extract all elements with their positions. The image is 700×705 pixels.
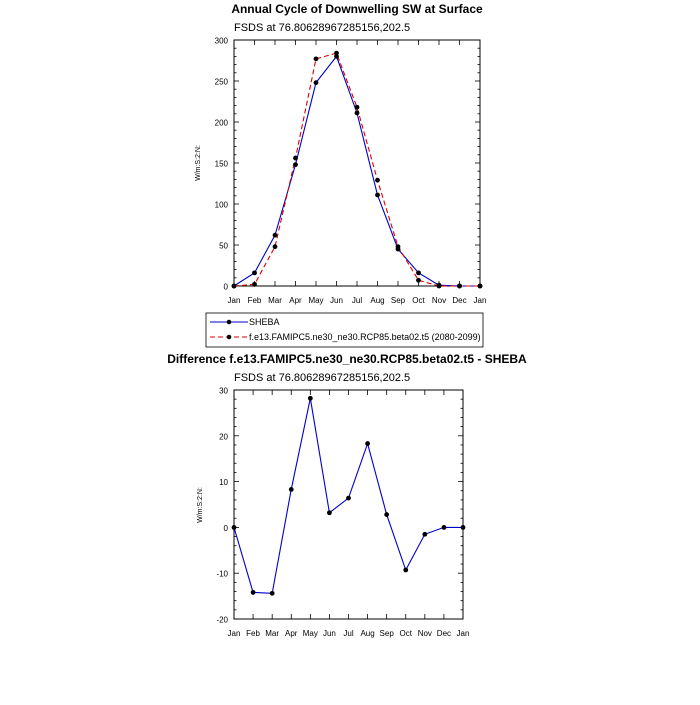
data-point <box>308 396 313 401</box>
data-point <box>273 233 278 238</box>
legend-marker-model <box>227 335 232 340</box>
y-tick-label: 0 <box>223 282 228 292</box>
data-point <box>327 510 332 515</box>
series-layer <box>232 51 483 289</box>
data-point <box>375 193 380 198</box>
data-point <box>232 284 237 289</box>
data-point <box>365 441 370 446</box>
data-point <box>334 51 339 56</box>
y-tick-label: 250 <box>214 77 228 87</box>
y-axis-label: W/m:S:2:N: <box>195 145 202 181</box>
data-point <box>403 568 408 573</box>
y-tick-label: 50 <box>219 241 228 251</box>
y-tick-label: 30 <box>219 386 228 396</box>
data-point <box>232 525 237 530</box>
data-point <box>355 111 360 116</box>
data-point <box>375 178 380 183</box>
data-point <box>416 278 421 283</box>
data-point <box>270 591 275 596</box>
y-tick-label: 150 <box>214 159 228 169</box>
series-line-0 <box>234 56 480 286</box>
x-tick-label: Jan <box>456 629 470 638</box>
series-layer <box>232 396 466 596</box>
data-point <box>442 525 447 530</box>
legend-label-sheba: SHEBA <box>249 317 280 327</box>
axes <box>215 37 487 306</box>
chart-annual-cycle <box>195 2 486 347</box>
x-tick-label: Apr <box>285 629 298 638</box>
plot-area <box>234 40 480 286</box>
y-tick-label: 200 <box>214 118 228 128</box>
data-point <box>251 590 256 595</box>
x-tick-label: Aug <box>360 629 375 638</box>
x-tick-label: Jan <box>227 629 241 638</box>
x-tick-label: Jul <box>343 629 354 638</box>
data-point <box>355 105 360 110</box>
chart-difference <box>167 352 527 638</box>
data-point <box>422 532 427 537</box>
data-point <box>384 512 389 517</box>
legend-label-model: f.e13.FAMIPC5.ne30_ne30.RCP85.beta02.t5 (2080-2099) <box>249 332 481 342</box>
data-point <box>293 162 298 167</box>
x-tick-label: Nov <box>417 629 432 638</box>
x-tick-label: May <box>308 296 324 305</box>
data-point <box>252 282 257 287</box>
x-tick-label: May <box>302 629 318 638</box>
x-tick-label: Feb <box>246 629 260 638</box>
x-tick-label: Sep <box>379 629 394 638</box>
data-point <box>293 156 298 161</box>
x-tick-label: Nov <box>431 296 447 305</box>
data-point <box>457 284 462 289</box>
axes <box>216 387 469 639</box>
x-tick-label: Oct <box>412 296 425 305</box>
x-tick-label: Jan <box>227 296 241 305</box>
chart-title: Difference f.e13.FAMIPC5.ne30_ne30.RCP85.beta02.t5 - SHEBA <box>167 352 527 366</box>
y-tick-label: 0 <box>223 523 228 533</box>
x-tick-label: Jun <box>330 296 343 305</box>
chart-subtitle: FSDS at 76.80628967285156,202.5 <box>234 22 411 34</box>
chart-title: Annual Cycle of Downwelling SW at Surface <box>231 2 483 16</box>
x-tick-label: Mar <box>265 629 280 638</box>
x-tick-label: Jun <box>322 629 336 638</box>
y-tick-label: 300 <box>214 36 228 46</box>
x-tick-label: Jul <box>351 296 363 305</box>
legend <box>206 313 483 347</box>
legend-marker-sheba <box>227 320 232 325</box>
data-point <box>478 284 483 289</box>
data-point <box>273 244 278 249</box>
x-tick-label: Feb <box>247 296 262 305</box>
y-tick-label: 20 <box>219 432 228 442</box>
data-point <box>314 80 319 85</box>
series-line-1 <box>234 53 480 286</box>
y-tick-label: 10 <box>219 478 228 488</box>
x-tick-label: Jan <box>473 296 487 305</box>
data-point <box>314 56 319 61</box>
x-tick-label: Dec <box>436 629 452 638</box>
x-tick-label: Mar <box>268 296 282 305</box>
data-point <box>346 496 351 501</box>
data-point <box>437 284 442 289</box>
y-tick-label: -20 <box>216 615 228 625</box>
x-tick-label: Sep <box>390 296 406 305</box>
data-point <box>289 487 294 492</box>
y-tick-label: -10 <box>216 569 228 579</box>
plot-area <box>234 390 463 619</box>
data-point <box>461 525 466 530</box>
x-tick-label: Aug <box>370 296 385 305</box>
x-tick-label: Oct <box>399 629 412 638</box>
data-point <box>252 270 257 275</box>
chart-subtitle: FSDS at 76.80628967285156,202.5 <box>234 372 411 384</box>
y-tick-label: 100 <box>214 200 228 210</box>
x-tick-label: Apr <box>289 296 302 305</box>
data-point <box>396 244 401 249</box>
y-axis-label: W/m:S:2:N: <box>197 487 204 523</box>
data-point <box>416 270 421 275</box>
x-tick-label: Dec <box>452 296 467 305</box>
